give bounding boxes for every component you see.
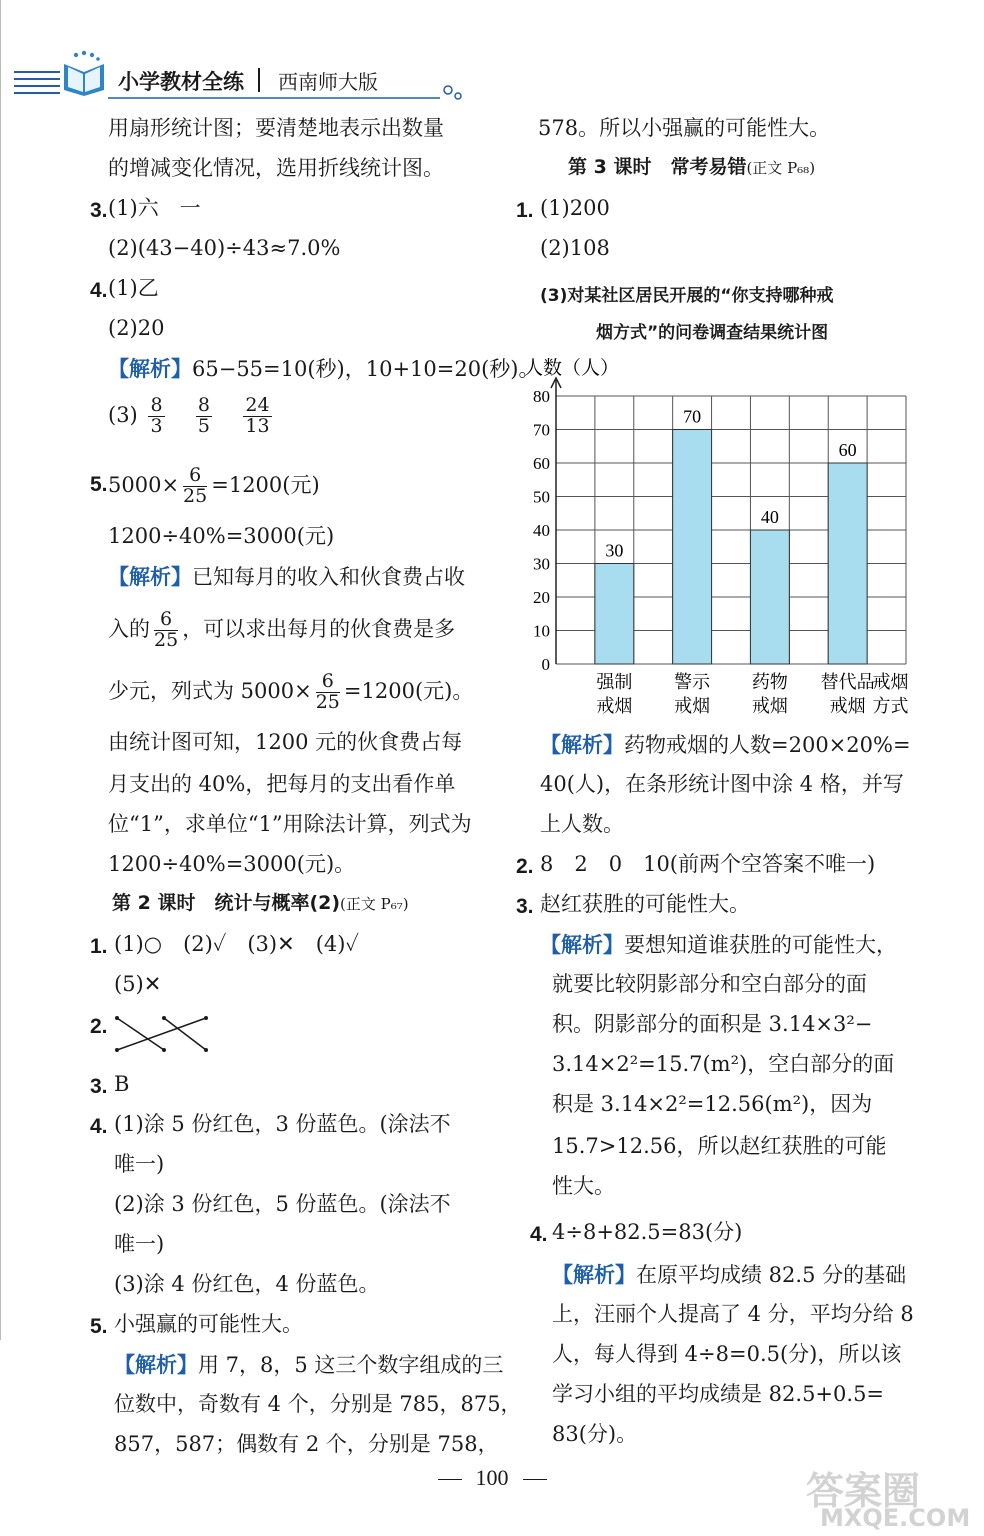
explanation-text: 入的 [108,616,150,641]
answer-line: (2)涂 3 份红色，5 份蓝色。(涂法不 [114,1192,451,1216]
bar [750,530,789,664]
answer-line: (2)(43−40)÷43≈7.0% [108,236,341,260]
answer-line: B [114,1072,130,1096]
y-tick-label: 70 [533,420,550,440]
book-logo-icon [60,50,108,98]
analysis-tag: 【解析】 [114,1352,198,1377]
answer-line: 唯一) [114,1232,165,1256]
question-number: 3. [516,895,534,918]
fraction [148,396,164,437]
x-axis-label: 戒烟 [872,672,909,693]
x-category-label: 强制 [596,672,633,693]
explanation-line: 月支出的 40%，把每月的支出看作单 [108,772,456,796]
explanation-line: 857，587；偶数有 2 个，分别是 758， [114,1432,499,1456]
explanation-text: 65−55=10(秒)，10+10=20(秒)。 [192,357,540,381]
answer-line: (3)涂 4 份红色，4 份蓝色。 [114,1272,380,1296]
chart-title-line: 烟方式”的问卷调查结果统计图 [596,323,829,343]
explanation-line: 位数中，奇数有 4 个，分别是 785，875， [114,1392,522,1416]
numerator: 6 [183,466,207,487]
explanation-line [108,610,455,651]
numerator: 6 [316,672,340,693]
column-divider [0,0,1,1340]
analysis-tag: 【解析】 [540,932,624,957]
question-number: 1. [516,199,534,222]
page-number: 100 [475,1465,509,1490]
lesson-title: 第 2 课时 统计与概率(2) [112,892,341,914]
explanation-line: 位“1”，求单位“1”用除法计算，列式为 [108,812,472,836]
fraction [196,396,212,437]
answer-line: (1)200 [540,196,610,220]
dash-left [438,1479,462,1480]
analysis-tag: 【解析】 [552,1262,636,1287]
numerator: 8 [197,394,210,416]
y-tick-label: 60 [533,454,550,473]
x-category-label: 戒烟 [751,696,788,717]
x-category-label: 警示 [674,672,711,693]
answer-line [108,466,320,507]
bar-value-label: 70 [683,406,702,427]
denominator: 25 [315,690,340,713]
expr-part: 5000× [108,472,180,497]
answer-line: (1)涂 5 份红色，3 份蓝色。(涂法不 [114,1112,451,1136]
lesson-heading [568,156,815,179]
dash-right [523,1479,547,1480]
explanation-line: 1200÷40%=3000(元)。 [108,852,356,876]
question-number: 4. [90,279,108,302]
answer-line: 8 2 0 10(前两个空答案不唯一) [540,852,876,876]
fraction [316,672,340,713]
question-number: 5. [90,1315,108,1338]
y-tick-label: 30 [533,554,550,574]
explanation-text: 药物戒烟的人数=200×20%= [624,733,911,757]
answer-line: (2)108 [540,236,610,260]
analysis-tag: 【解析】 [108,356,192,381]
denominator: 13 [245,414,270,437]
text-line: 的增减变化情况，选用折线统计图。 [108,156,444,180]
denominator: 3 [150,414,163,437]
question-number: 4. [530,1223,548,1246]
y-tick-label: 80 [533,387,550,406]
question-number: 5. [90,473,108,496]
denominator: 25 [154,628,179,651]
answer-line: 4÷8+82.5=83(分) [552,1220,743,1244]
question-number: 3. [90,199,108,222]
explanation-line: 人，每人得到 4÷8=0.5(分)，所以该 [552,1342,902,1366]
question-number: 2. [90,1015,108,1038]
lesson-heading [112,892,409,915]
lesson-title: 第 3 课时 常考易错 [568,156,747,178]
question-number: 3. [90,1075,108,1098]
explanation-line: 积是 3.14×2²=12.56(m²)，因为 [552,1092,873,1116]
bar-value-label: 40 [760,507,779,527]
y-tick-label: 40 [533,521,550,540]
analysis-tag: 【解析】 [540,732,624,757]
answer-line: 唯一) [114,1152,165,1176]
fraction [243,396,271,437]
explanation-text: =1200(元)。 [343,678,474,703]
explanation-line [552,1262,906,1288]
edition-label: 西南师大版 [278,70,378,94]
numerator: 6 [154,610,178,631]
explanation-text: 已知每月的收入和伙食费占收 [192,565,465,589]
explanation-line: 就要比较阴影部分和空白部分的面 [552,972,867,996]
explanation-line: 由统计图可知，1200 元的伙食费占每 [108,730,463,754]
fraction-answer [108,396,276,437]
numerator: 24 [245,394,270,416]
y-tick-label: 0 [541,655,550,674]
explanation-line: 积。阴影部分的面积是 3.14×3²− [552,1012,873,1036]
explanation-line [108,672,473,713]
denominator: 25 [183,484,208,507]
explanation-line: 3.14×2²=15.7(m²)，空白部分的面 [552,1052,895,1076]
watermark-sub: MXQE.COM [820,1504,971,1532]
text-line: 578。所以小强赢的可能性大。 [538,116,831,140]
answer-line: 1200÷40%=3000(元) [108,524,335,548]
bar-chart [516,350,936,720]
x-category-label: 戒烟 [674,696,711,717]
answer-label: (3) [108,402,138,427]
explanation-line: 40(人)，在条形统计图中涂 4 格，并写 [540,772,904,796]
header-separator [258,68,260,92]
answer-line: 赵红获胜的可能性大。 [540,892,750,916]
bar [673,430,712,665]
y-tick-label: 20 [533,588,550,607]
chart-title-line: (3)对某社区居民开展的“你支持哪种戒 [540,286,834,306]
bar-value-label: 60 [838,440,857,460]
explanation-text: ，可以求出每月的伙食费是多 [182,616,456,641]
explanation-text: 要想知道谁获胜的可能性大， [624,933,897,957]
matching-lines-diagram [112,1012,212,1056]
explanation-line: 上人数。 [540,812,624,836]
page-header [0,60,984,104]
answer-line: (2)20 [108,316,165,340]
explanation-line: 15.7>12.56，所以赵红获胜的可能 [552,1134,887,1158]
analysis-tag: 【解析】 [108,564,192,589]
question-number: 1. [90,935,108,958]
explanation-line [114,1352,503,1378]
x-category-label: 药物 [751,672,788,693]
book-title: 小学教材全练 [118,70,244,94]
explanation-text: 用 7，8，5 这三个数字组成的三 [198,1353,504,1377]
denominator: 5 [197,414,210,437]
lesson-ref: (正文 P₆₇) [340,895,409,913]
bar-value-label: 30 [605,540,624,561]
answer-line: 小强赢的可能性大。 [114,1312,303,1336]
answer-line: (5)✕ [114,972,162,996]
fraction [183,466,207,507]
bar [595,564,634,665]
answer-line: (1)六 一 [108,196,201,220]
bar [828,463,867,664]
explanation-line: 83(分)。 [552,1422,638,1446]
question-number: 2. [516,855,534,878]
explanation-line: 学习小组的平均成绩是 82.5+0.5= [552,1382,885,1406]
explanation-line: 上，汪丽个人提高了 4 分，平均分给 8 [552,1302,914,1326]
answer-line: (1)乙 [108,276,159,300]
x-category-label: 戒烟 [596,696,633,717]
explanation-text: 少元，列式为 5000× [108,678,312,703]
explanation-line [108,564,465,590]
expr-part: =1200(元) [211,472,320,497]
x-axis-label: 方式 [872,696,909,717]
explanation-text: 在原平均成绩 82.5 分的基础 [636,1263,907,1287]
x-category-label: 戒烟 [829,696,866,717]
y-axis-label: 人数（人） [524,357,620,379]
x-category-label: 替代品 [820,672,875,693]
watermark-main: 答案圈 [806,1469,921,1513]
y-tick-label: 10 [533,621,550,641]
y-tick-label: 50 [533,487,550,507]
answer-line: (1)○ (2)✓ (3)✕ (4)✓ [114,932,359,956]
numerator: 8 [150,394,163,416]
explanation-line [540,732,911,758]
fraction [154,610,178,651]
lesson-ref: (正文 P₆₈) [746,159,816,177]
explanation-line [108,356,539,382]
question-number: 4. [90,1115,108,1138]
explanation-line: 性大。 [552,1174,615,1198]
text-line: 用扇形统计图；要清楚地表示出数量 [108,116,444,140]
explanation-line [540,932,897,958]
